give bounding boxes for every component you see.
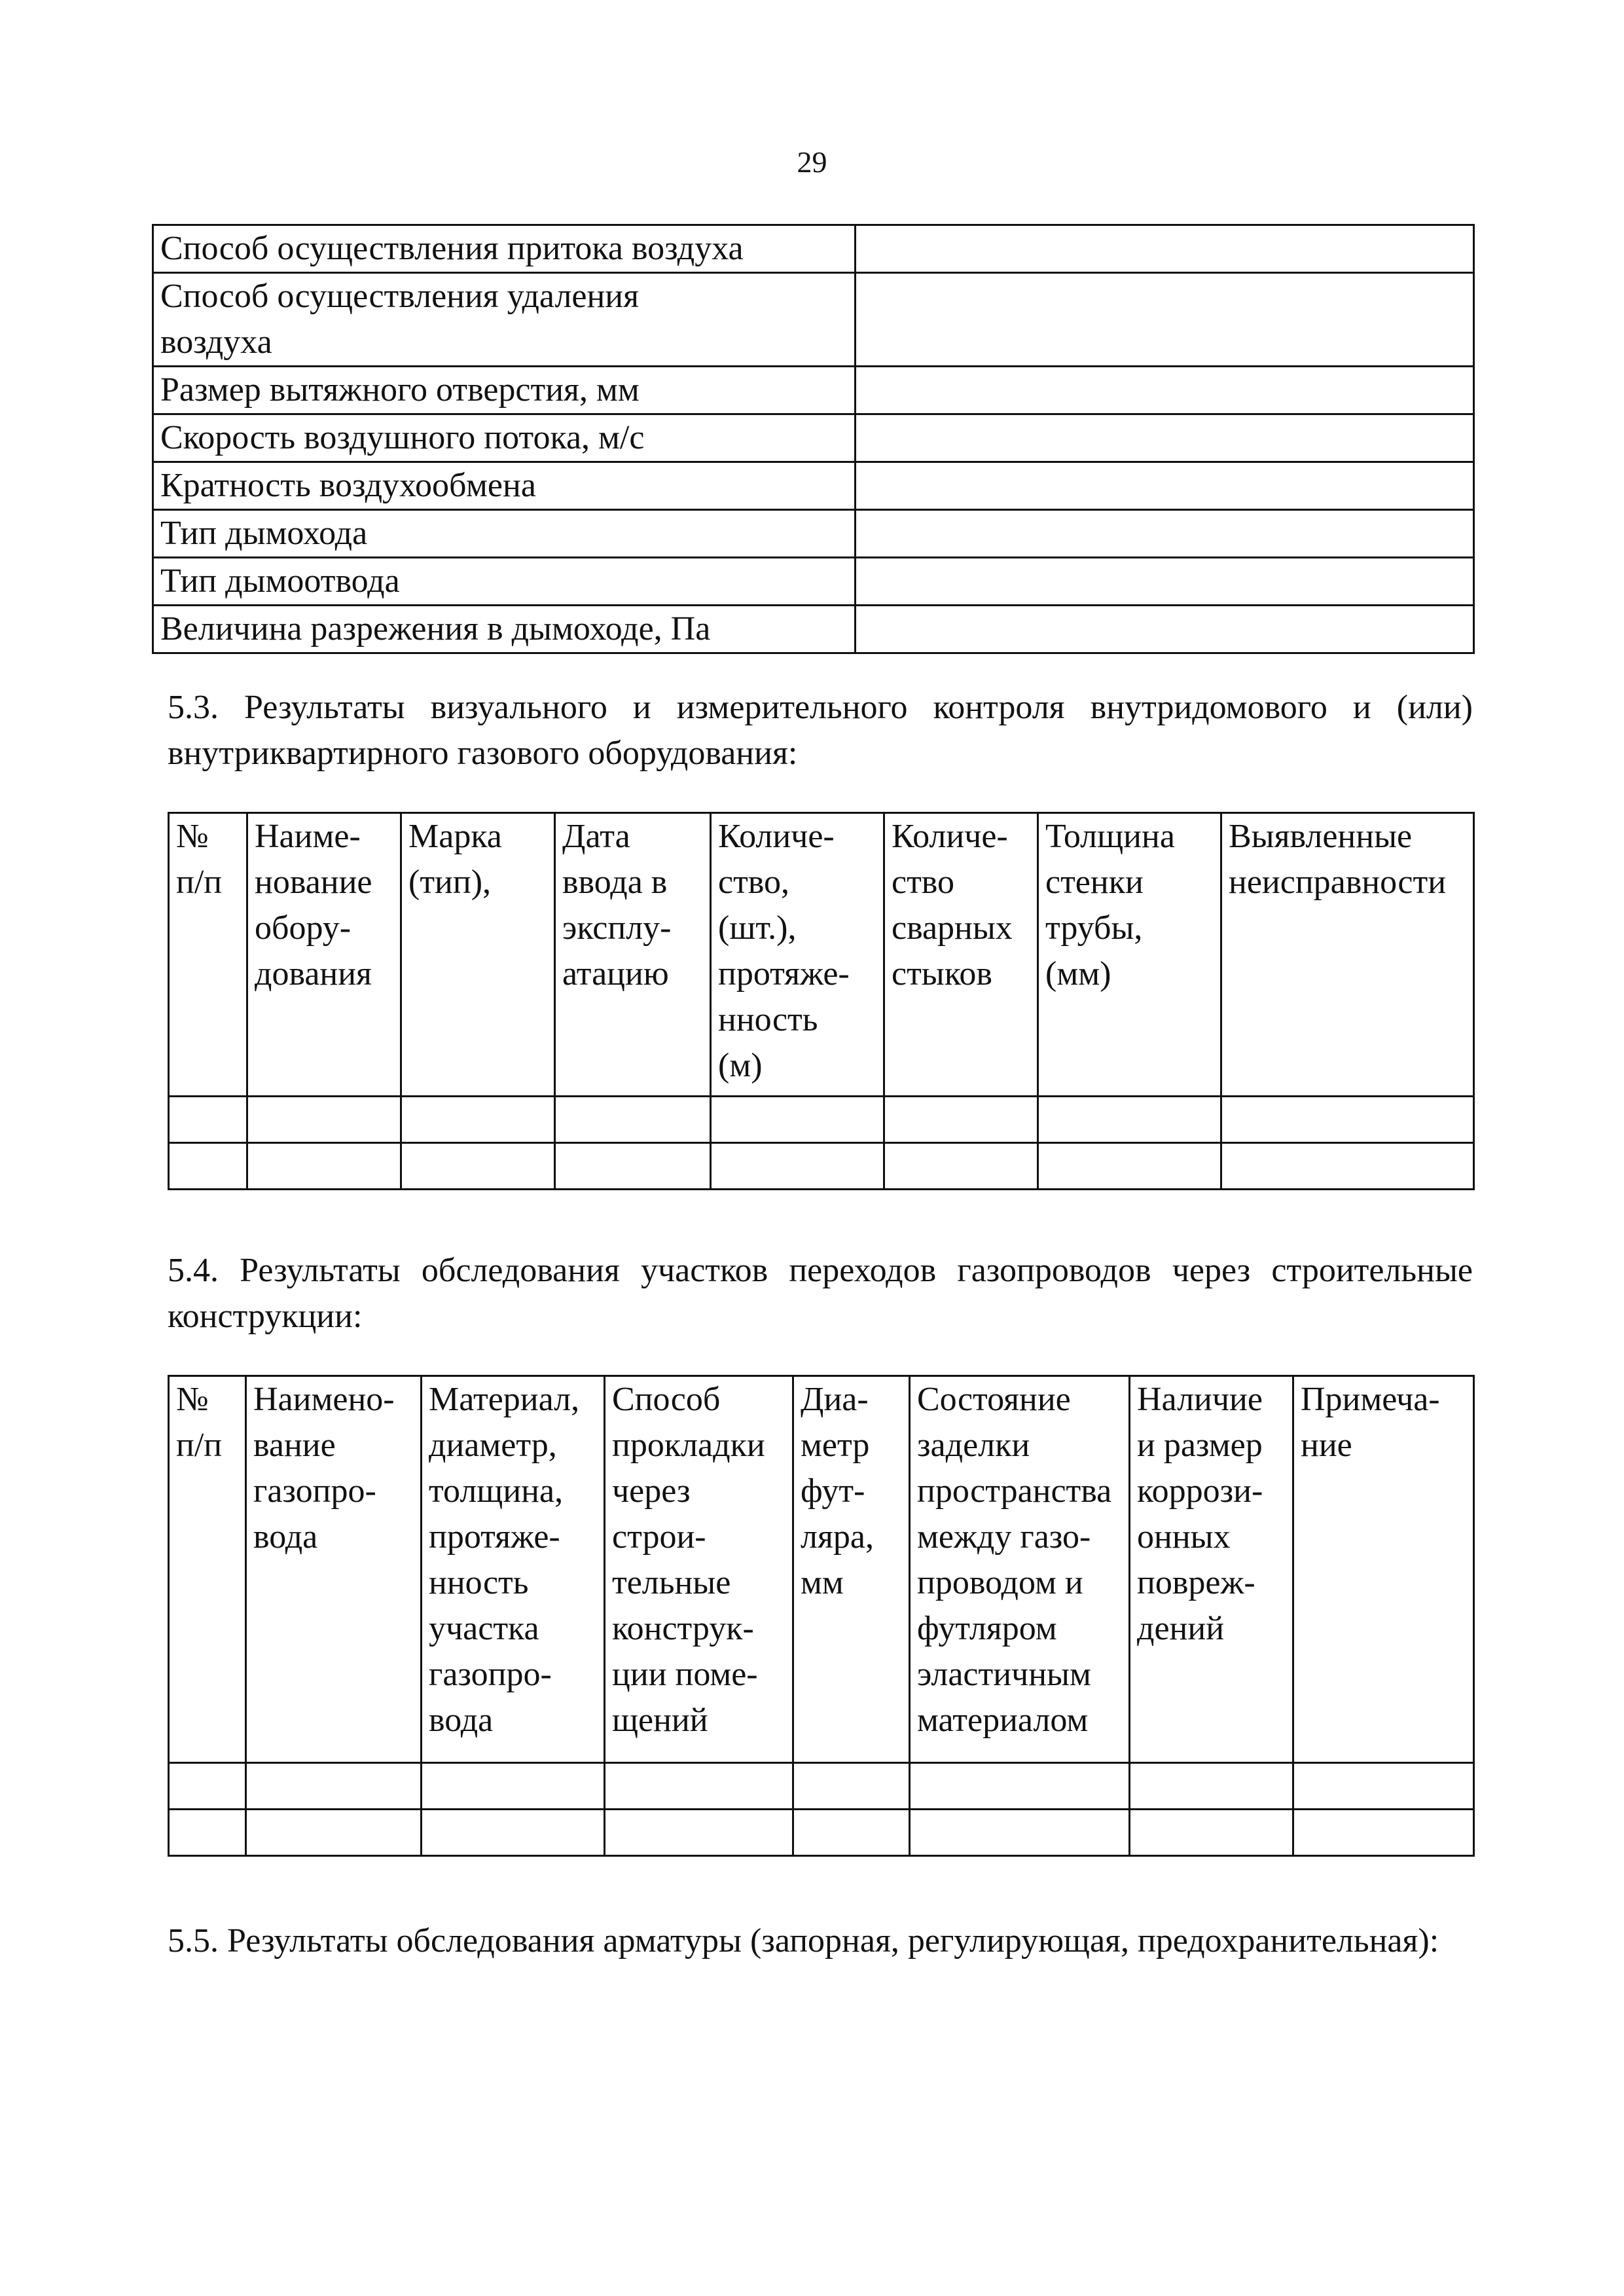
- data-cell[interactable]: [1221, 1097, 1474, 1143]
- param-label: Размер вытяжного отверстия, мм: [153, 367, 856, 414]
- table-row: [169, 1097, 1474, 1143]
- param-label: Скорость воздушного потока, м/с: [153, 414, 856, 462]
- data-cell[interactable]: [1130, 1810, 1293, 1856]
- table-header-row: [169, 813, 1474, 1097]
- data-cell[interactable]: [1293, 1810, 1474, 1856]
- data-cell[interactable]: [1038, 1143, 1221, 1190]
- table-row: [169, 1763, 1474, 1810]
- data-cell[interactable]: [1038, 1097, 1221, 1143]
- table-row: [153, 558, 1474, 606]
- param-value-cell[interactable]: [856, 606, 1474, 653]
- data-cell[interactable]: [910, 1763, 1130, 1810]
- data-cell[interactable]: [169, 1763, 246, 1810]
- data-cell[interactable]: [169, 1810, 246, 1856]
- header-cell: Материал, диаметр, толщина, протяже- нность участка газопро- вода: [422, 1376, 605, 1763]
- data-cell[interactable]: [1221, 1143, 1474, 1190]
- header-cell: Количе- ство сварных стыков: [884, 813, 1038, 1097]
- data-cell[interactable]: [910, 1810, 1130, 1856]
- param-value-cell[interactable]: [856, 510, 1474, 558]
- header-cell: Примеча- ние: [1293, 1376, 1474, 1763]
- data-cell[interactable]: [246, 1763, 422, 1810]
- data-cell[interactable]: [246, 1810, 422, 1856]
- section-5-4-heading: 5.4. Результаты обследования участков переходов газопроводов через строительные конструкции:: [168, 1252, 1473, 1335]
- header-cell: Марка (тип),: [401, 813, 555, 1097]
- table-row: [153, 367, 1474, 414]
- param-label: Кратность воздухообмена: [153, 462, 856, 510]
- param-value-cell[interactable]: [856, 558, 1474, 606]
- data-cell[interactable]: [793, 1763, 910, 1810]
- header-cell: Толщина стенки трубы, (мм): [1038, 813, 1221, 1097]
- section-5-3-heading: 5.3. Результаты визуального и измерительного контроля внутридомового и (или) внутриквартирного газового оборудования:: [168, 689, 1473, 772]
- header-cell: Количе- ство, (шт.), протяже- нность (м): [711, 813, 884, 1097]
- data-cell[interactable]: [555, 1143, 711, 1190]
- header-cell: Наимено- вание газопро- вода: [246, 1376, 422, 1763]
- header-cell: Состояние заделки пространства между газо- проводом и футляром эластичным материалом: [910, 1376, 1130, 1763]
- table-row: [153, 414, 1474, 462]
- table-header-row: [169, 1376, 1474, 1763]
- ventilation-params-table: [152, 224, 1475, 654]
- data-cell[interactable]: [247, 1097, 401, 1143]
- param-label: Способ осуществления притока воздуха: [153, 225, 856, 273]
- table-row: [153, 225, 1474, 273]
- table-row: [169, 1810, 1474, 1856]
- table-row: [153, 510, 1474, 558]
- data-cell[interactable]: [169, 1143, 247, 1190]
- header-cell: № п/п: [169, 1376, 246, 1763]
- page-number: 29: [797, 145, 827, 179]
- data-cell[interactable]: [605, 1810, 793, 1856]
- data-cell[interactable]: [169, 1097, 247, 1143]
- equipment-inspection-table: [168, 812, 1475, 1190]
- header-cell: № п/п: [169, 813, 247, 1097]
- data-cell[interactable]: [555, 1097, 711, 1143]
- table-row: [153, 462, 1474, 510]
- data-cell[interactable]: [247, 1143, 401, 1190]
- data-cell[interactable]: [605, 1763, 793, 1810]
- header-cell: Диа- метр фут- ляра, мм: [793, 1376, 910, 1763]
- header-cell: Наиме- нование обору- дования: [247, 813, 401, 1097]
- data-cell[interactable]: [711, 1143, 884, 1190]
- data-cell[interactable]: [884, 1143, 1038, 1190]
- param-value-cell[interactable]: [856, 414, 1474, 462]
- data-cell[interactable]: [422, 1763, 605, 1810]
- table-row: [169, 1143, 1474, 1190]
- data-cell[interactable]: [401, 1143, 555, 1190]
- header-cell: Выявленные неисправности: [1221, 813, 1474, 1097]
- data-cell[interactable]: [1130, 1763, 1293, 1810]
- data-cell[interactable]: [793, 1810, 910, 1856]
- pipe-transit-inspection-table: [168, 1375, 1475, 1857]
- data-cell[interactable]: [401, 1097, 555, 1143]
- param-label: Тип дымоотвода: [153, 558, 856, 606]
- table-row: [153, 606, 1474, 653]
- param-value-cell[interactable]: [856, 462, 1474, 510]
- data-cell[interactable]: [711, 1097, 884, 1143]
- header-cell: Способ прокладки через строи- тельные конструк- ции поме- щений: [605, 1376, 793, 1763]
- header-cell: Дата ввода в эксплу- атацию: [555, 813, 711, 1097]
- param-value-cell[interactable]: [856, 225, 1474, 273]
- table-row: [153, 273, 1474, 367]
- section-5-5-heading: 5.5. Результаты обследования арматуры (запорная, регулирующая, предохранительная):: [168, 1922, 1439, 1959]
- param-value-cell[interactable]: [856, 367, 1474, 414]
- param-label: Тип дымохода: [153, 510, 856, 558]
- header-cell: Наличие и размер коррози- онных повреж- дений: [1130, 1376, 1293, 1763]
- param-label: Способ осуществления удаления воздуха: [153, 273, 856, 367]
- param-value-cell[interactable]: [856, 273, 1474, 367]
- param-label: Величина разрежения в дымоходе, Па: [153, 606, 856, 653]
- data-cell[interactable]: [422, 1810, 605, 1856]
- data-cell[interactable]: [1293, 1763, 1474, 1810]
- data-cell[interactable]: [884, 1097, 1038, 1143]
